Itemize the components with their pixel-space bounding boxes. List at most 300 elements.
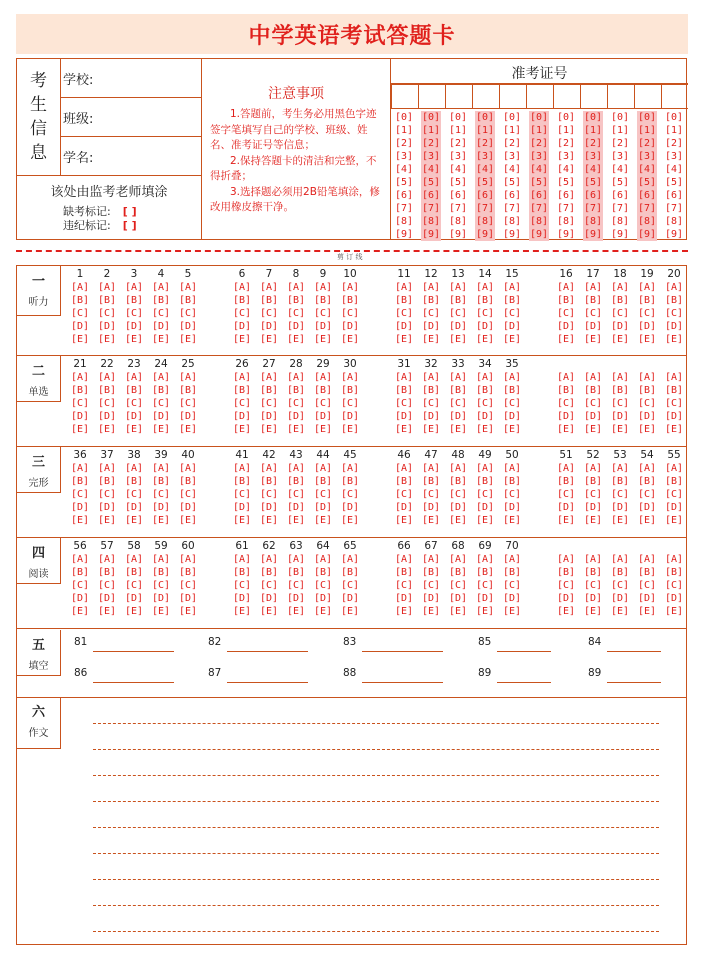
- answer-bubble[interactable]: [C]: [610, 489, 630, 500]
- answer-bubble[interactable]: [C]: [286, 308, 306, 319]
- answer-bubble[interactable]: [A]: [70, 282, 90, 293]
- answer-bubble[interactable]: [A]: [286, 554, 306, 565]
- answer-bubble[interactable]: [C]: [394, 308, 414, 319]
- answer-bubble[interactable]: [D]: [286, 321, 306, 332]
- exam-id-digit-box[interactable]: [607, 84, 634, 109]
- answer-bubble[interactable]: [E]: [448, 334, 468, 345]
- answer-bubble[interactable]: [C]: [232, 398, 252, 409]
- answer-bubble[interactable]: [D]: [232, 502, 252, 513]
- digit-bubble[interactable]: [7]: [583, 203, 603, 214]
- answer-bubble[interactable]: [C]: [178, 580, 198, 591]
- answer-bubble[interactable]: [B]: [340, 385, 360, 396]
- answer-bubble[interactable]: [E]: [151, 334, 171, 345]
- answer-bubble[interactable]: [D]: [502, 502, 522, 513]
- name-field[interactable]: 学名:: [63, 151, 94, 166]
- digit-bubble[interactable]: [5]: [529, 177, 549, 188]
- digit-bubble[interactable]: [5]: [421, 177, 441, 188]
- answer-bubble[interactable]: [D]: [70, 593, 90, 604]
- digit-bubble[interactable]: [8]: [394, 216, 414, 227]
- answer-bubble[interactable]: [B]: [637, 385, 657, 396]
- digit-bubble[interactable]: [0]: [610, 112, 630, 123]
- answer-bubble[interactable]: [E]: [124, 334, 144, 345]
- answer-bubble[interactable]: [C]: [97, 398, 117, 409]
- answer-bubble[interactable]: [A]: [259, 372, 279, 383]
- digit-bubble[interactable]: [3]: [556, 151, 576, 162]
- answer-bubble[interactable]: [D]: [475, 321, 495, 332]
- digit-bubble[interactable]: [9]: [394, 229, 414, 240]
- answer-bubble[interactable]: [C]: [421, 398, 441, 409]
- exam-id-digit-box[interactable]: [526, 84, 553, 109]
- answer-bubble[interactable]: [A]: [610, 463, 630, 474]
- answer-bubble[interactable]: [D]: [502, 321, 522, 332]
- digit-bubble[interactable]: [0]: [637, 112, 657, 123]
- essay-writing-line[interactable]: [93, 827, 659, 828]
- digit-bubble[interactable]: [9]: [583, 229, 603, 240]
- answer-bubble[interactable]: [D]: [178, 411, 198, 422]
- digit-bubble[interactable]: [4]: [610, 164, 630, 175]
- answer-bubble[interactable]: [C]: [448, 308, 468, 319]
- answer-bubble[interactable]: [E]: [286, 334, 306, 345]
- answer-bubble[interactable]: [A]: [394, 554, 414, 565]
- answer-bubble[interactable]: [B]: [556, 385, 576, 396]
- answer-bubble[interactable]: [C]: [124, 398, 144, 409]
- answer-bubble[interactable]: [D]: [448, 321, 468, 332]
- exam-id-digit-box[interactable]: [661, 84, 688, 109]
- answer-bubble[interactable]: [D]: [610, 411, 630, 422]
- answer-bubble[interactable]: [A]: [340, 282, 360, 293]
- exam-id-digit-box[interactable]: [634, 84, 661, 109]
- answer-bubble[interactable]: [B]: [97, 567, 117, 578]
- answer-bubble[interactable]: [D]: [151, 502, 171, 513]
- answer-bubble[interactable]: [D]: [259, 593, 279, 604]
- answer-bubble[interactable]: [A]: [313, 282, 333, 293]
- answer-bubble[interactable]: [E]: [583, 424, 603, 435]
- answer-bubble[interactable]: [B]: [664, 295, 684, 306]
- answer-bubble[interactable]: [B]: [448, 295, 468, 306]
- answer-bubble[interactable]: [C]: [97, 489, 117, 500]
- answer-bubble[interactable]: [E]: [610, 515, 630, 526]
- answer-bubble[interactable]: [B]: [259, 567, 279, 578]
- answer-bubble[interactable]: [D]: [664, 593, 684, 604]
- answer-bubble[interactable]: [A]: [664, 463, 684, 474]
- answer-bubble[interactable]: [D]: [556, 502, 576, 513]
- answer-bubble[interactable]: [C]: [475, 398, 495, 409]
- answer-bubble[interactable]: [A]: [259, 463, 279, 474]
- digit-bubble[interactable]: [2]: [502, 138, 522, 149]
- answer-bubble[interactable]: [D]: [340, 411, 360, 422]
- digit-bubble[interactable]: [4]: [664, 164, 684, 175]
- digit-bubble[interactable]: [3]: [502, 151, 522, 162]
- answer-bubble[interactable]: [A]: [259, 554, 279, 565]
- digit-bubble[interactable]: [9]: [610, 229, 630, 240]
- fill-blank[interactable]: [93, 682, 174, 683]
- answer-bubble[interactable]: [A]: [421, 554, 441, 565]
- digit-bubble[interactable]: [7]: [529, 203, 549, 214]
- answer-bubble[interactable]: [C]: [232, 308, 252, 319]
- digit-bubble[interactable]: [1]: [664, 125, 684, 136]
- answer-bubble[interactable]: [E]: [97, 606, 117, 617]
- answer-bubble[interactable]: [C]: [259, 580, 279, 591]
- answer-bubble[interactable]: [D]: [340, 502, 360, 513]
- answer-bubble[interactable]: [C]: [556, 489, 576, 500]
- essay-writing-line[interactable]: [93, 775, 659, 776]
- digit-bubble[interactable]: [4]: [556, 164, 576, 175]
- answer-bubble[interactable]: [D]: [664, 411, 684, 422]
- digit-bubble[interactable]: [9]: [448, 229, 468, 240]
- answer-bubble[interactable]: [E]: [259, 515, 279, 526]
- digit-bubble[interactable]: [4]: [583, 164, 603, 175]
- answer-bubble[interactable]: [D]: [97, 593, 117, 604]
- answer-bubble[interactable]: [E]: [151, 606, 171, 617]
- answer-bubble[interactable]: [A]: [502, 463, 522, 474]
- answer-bubble[interactable]: [D]: [664, 321, 684, 332]
- answer-bubble[interactable]: [D]: [583, 593, 603, 604]
- answer-bubble[interactable]: [C]: [178, 308, 198, 319]
- answer-bubble[interactable]: [B]: [151, 567, 171, 578]
- fill-blank[interactable]: [362, 651, 443, 652]
- answer-bubble[interactable]: [C]: [475, 580, 495, 591]
- answer-bubble[interactable]: [E]: [556, 606, 576, 617]
- answer-bubble[interactable]: [C]: [583, 308, 603, 319]
- answer-bubble[interactable]: [A]: [664, 554, 684, 565]
- answer-bubble[interactable]: [B]: [124, 385, 144, 396]
- answer-bubble[interactable]: [D]: [97, 411, 117, 422]
- answer-bubble[interactable]: [D]: [259, 502, 279, 513]
- answer-bubble[interactable]: [E]: [475, 606, 495, 617]
- answer-bubble[interactable]: [D]: [475, 502, 495, 513]
- digit-bubble[interactable]: [1]: [394, 125, 414, 136]
- answer-bubble[interactable]: [B]: [232, 295, 252, 306]
- digit-bubble[interactable]: [8]: [556, 216, 576, 227]
- answer-bubble[interactable]: [B]: [502, 567, 522, 578]
- essay-writing-line[interactable]: [93, 853, 659, 854]
- digit-bubble[interactable]: [0]: [583, 112, 603, 123]
- answer-bubble[interactable]: [A]: [232, 463, 252, 474]
- answer-bubble[interactable]: [D]: [313, 502, 333, 513]
- answer-bubble[interactable]: [E]: [286, 424, 306, 435]
- answer-bubble[interactable]: [B]: [475, 385, 495, 396]
- answer-bubble[interactable]: [D]: [421, 321, 441, 332]
- digit-bubble[interactable]: [8]: [664, 216, 684, 227]
- digit-bubble[interactable]: [3]: [394, 151, 414, 162]
- answer-bubble[interactable]: [C]: [583, 398, 603, 409]
- digit-bubble[interactable]: [6]: [448, 190, 468, 201]
- answer-bubble[interactable]: [A]: [286, 372, 306, 383]
- answer-bubble[interactable]: [E]: [340, 515, 360, 526]
- answer-bubble[interactable]: [B]: [313, 385, 333, 396]
- answer-bubble[interactable]: [B]: [664, 476, 684, 487]
- digit-bubble[interactable]: [3]: [664, 151, 684, 162]
- answer-bubble[interactable]: [E]: [124, 424, 144, 435]
- answer-bubble[interactable]: [B]: [448, 567, 468, 578]
- digit-bubble[interactable]: [1]: [502, 125, 522, 136]
- answer-bubble[interactable]: [C]: [340, 398, 360, 409]
- answer-bubble[interactable]: [E]: [394, 515, 414, 526]
- answer-bubble[interactable]: [A]: [637, 282, 657, 293]
- answer-bubble[interactable]: [A]: [421, 463, 441, 474]
- answer-bubble[interactable]: [E]: [178, 334, 198, 345]
- digit-bubble[interactable]: [2]: [421, 138, 441, 149]
- answer-bubble[interactable]: [D]: [286, 411, 306, 422]
- digit-bubble[interactable]: [5]: [556, 177, 576, 188]
- digit-bubble[interactable]: [7]: [610, 203, 630, 214]
- answer-bubble[interactable]: [D]: [232, 593, 252, 604]
- answer-bubble[interactable]: [D]: [421, 502, 441, 513]
- answer-bubble[interactable]: [B]: [394, 567, 414, 578]
- answer-bubble[interactable]: [C]: [394, 398, 414, 409]
- fill-blank[interactable]: [497, 651, 551, 652]
- answer-bubble[interactable]: [B]: [178, 295, 198, 306]
- digit-bubble[interactable]: [5]: [664, 177, 684, 188]
- answer-bubble[interactable]: [B]: [232, 385, 252, 396]
- answer-bubble[interactable]: [E]: [286, 606, 306, 617]
- answer-bubble[interactable]: [E]: [421, 515, 441, 526]
- answer-bubble[interactable]: [B]: [610, 567, 630, 578]
- answer-bubble[interactable]: [C]: [502, 398, 522, 409]
- answer-bubble[interactable]: [E]: [286, 515, 306, 526]
- answer-bubble[interactable]: [C]: [124, 489, 144, 500]
- answer-bubble[interactable]: [B]: [475, 567, 495, 578]
- answer-bubble[interactable]: [B]: [421, 567, 441, 578]
- answer-bubble[interactable]: [A]: [475, 282, 495, 293]
- answer-bubble[interactable]: [A]: [394, 282, 414, 293]
- answer-bubble[interactable]: [D]: [637, 593, 657, 604]
- answer-bubble[interactable]: [A]: [637, 554, 657, 565]
- digit-bubble[interactable]: [2]: [529, 138, 549, 149]
- answer-bubble[interactable]: [A]: [340, 463, 360, 474]
- answer-bubble[interactable]: [A]: [448, 463, 468, 474]
- digit-bubble[interactable]: [0]: [421, 112, 441, 123]
- answer-bubble[interactable]: [E]: [556, 424, 576, 435]
- answer-bubble[interactable]: [A]: [583, 463, 603, 474]
- answer-bubble[interactable]: [B]: [151, 295, 171, 306]
- answer-bubble[interactable]: [D]: [313, 321, 333, 332]
- answer-bubble[interactable]: [A]: [664, 282, 684, 293]
- answer-bubble[interactable]: [B]: [637, 567, 657, 578]
- digit-bubble[interactable]: [3]: [475, 151, 495, 162]
- digit-bubble[interactable]: [4]: [394, 164, 414, 175]
- answer-bubble[interactable]: [C]: [610, 580, 630, 591]
- answer-bubble[interactable]: [A]: [232, 282, 252, 293]
- answer-bubble[interactable]: [B]: [286, 295, 306, 306]
- answer-bubble[interactable]: [B]: [124, 476, 144, 487]
- answer-bubble[interactable]: [E]: [556, 515, 576, 526]
- answer-bubble[interactable]: [E]: [475, 515, 495, 526]
- digit-bubble[interactable]: [4]: [529, 164, 549, 175]
- answer-bubble[interactable]: [C]: [664, 308, 684, 319]
- answer-bubble[interactable]: [B]: [502, 295, 522, 306]
- answer-bubble[interactable]: [A]: [97, 282, 117, 293]
- digit-bubble[interactable]: [5]: [475, 177, 495, 188]
- answer-bubble[interactable]: [D]: [556, 411, 576, 422]
- answer-bubble[interactable]: [B]: [475, 295, 495, 306]
- answer-bubble[interactable]: [D]: [664, 502, 684, 513]
- exam-id-digit-box[interactable]: [580, 84, 607, 109]
- answer-bubble[interactable]: [C]: [151, 398, 171, 409]
- answer-bubble[interactable]: [D]: [556, 321, 576, 332]
- answer-bubble[interactable]: [C]: [151, 308, 171, 319]
- answer-bubble[interactable]: [B]: [151, 385, 171, 396]
- digit-bubble[interactable]: [9]: [556, 229, 576, 240]
- answer-bubble[interactable]: [B]: [70, 567, 90, 578]
- answer-bubble[interactable]: [E]: [313, 515, 333, 526]
- answer-bubble[interactable]: [C]: [610, 308, 630, 319]
- answer-bubble[interactable]: [C]: [340, 489, 360, 500]
- answer-bubble[interactable]: [E]: [178, 424, 198, 435]
- answer-bubble[interactable]: [B]: [313, 567, 333, 578]
- digit-bubble[interactable]: [7]: [502, 203, 522, 214]
- answer-bubble[interactable]: [C]: [124, 308, 144, 319]
- answer-bubble[interactable]: [A]: [583, 372, 603, 383]
- answer-bubble[interactable]: [E]: [502, 334, 522, 345]
- digit-bubble[interactable]: [3]: [529, 151, 549, 162]
- answer-bubble[interactable]: [A]: [70, 463, 90, 474]
- answer-bubble[interactable]: [D]: [151, 321, 171, 332]
- answer-bubble[interactable]: [C]: [124, 580, 144, 591]
- answer-bubble[interactable]: [B]: [124, 567, 144, 578]
- answer-bubble[interactable]: [A]: [556, 282, 576, 293]
- answer-bubble[interactable]: [E]: [97, 515, 117, 526]
- digit-bubble[interactable]: [1]: [556, 125, 576, 136]
- answer-bubble[interactable]: [B]: [178, 476, 198, 487]
- answer-bubble[interactable]: [A]: [97, 554, 117, 565]
- answer-bubble[interactable]: [E]: [583, 334, 603, 345]
- answer-bubble[interactable]: [A]: [313, 554, 333, 565]
- answer-bubble[interactable]: [A]: [610, 372, 630, 383]
- answer-bubble[interactable]: [E]: [637, 606, 657, 617]
- answer-bubble[interactable]: [D]: [151, 593, 171, 604]
- digit-bubble[interactable]: [1]: [475, 125, 495, 136]
- answer-bubble[interactable]: [A]: [475, 554, 495, 565]
- answer-bubble[interactable]: [E]: [178, 606, 198, 617]
- answer-bubble[interactable]: [B]: [556, 295, 576, 306]
- digit-bubble[interactable]: [6]: [637, 190, 657, 201]
- answer-bubble[interactable]: [E]: [664, 606, 684, 617]
- answer-bubble[interactable]: [C]: [259, 489, 279, 500]
- answer-bubble[interactable]: [A]: [178, 463, 198, 474]
- digit-bubble[interactable]: [7]: [421, 203, 441, 214]
- answer-bubble[interactable]: [A]: [475, 463, 495, 474]
- answer-bubble[interactable]: [E]: [394, 606, 414, 617]
- answer-bubble[interactable]: [C]: [448, 489, 468, 500]
- answer-bubble[interactable]: [B]: [610, 476, 630, 487]
- answer-bubble[interactable]: [B]: [556, 567, 576, 578]
- answer-bubble[interactable]: [C]: [664, 489, 684, 500]
- answer-bubble[interactable]: [B]: [448, 476, 468, 487]
- digit-bubble[interactable]: [8]: [637, 216, 657, 227]
- answer-bubble[interactable]: [E]: [151, 424, 171, 435]
- absent-mark-box[interactable]: [ ]: [122, 205, 137, 218]
- answer-bubble[interactable]: [C]: [232, 489, 252, 500]
- answer-bubble[interactable]: [A]: [556, 463, 576, 474]
- answer-bubble[interactable]: [D]: [448, 411, 468, 422]
- answer-bubble[interactable]: [E]: [610, 424, 630, 435]
- answer-bubble[interactable]: [C]: [421, 308, 441, 319]
- answer-bubble[interactable]: [B]: [259, 295, 279, 306]
- answer-bubble[interactable]: [B]: [151, 476, 171, 487]
- essay-writing-line[interactable]: [93, 801, 659, 802]
- answer-bubble[interactable]: [E]: [232, 334, 252, 345]
- answer-bubble[interactable]: [E]: [70, 424, 90, 435]
- answer-bubble[interactable]: [D]: [151, 411, 171, 422]
- digit-bubble[interactable]: [0]: [475, 112, 495, 123]
- answer-bubble[interactable]: [D]: [97, 321, 117, 332]
- answer-bubble[interactable]: [D]: [610, 321, 630, 332]
- digit-bubble[interactable]: [3]: [421, 151, 441, 162]
- answer-bubble[interactable]: [D]: [637, 321, 657, 332]
- answer-bubble[interactable]: [B]: [394, 295, 414, 306]
- answer-bubble[interactable]: [B]: [178, 385, 198, 396]
- answer-bubble[interactable]: [D]: [286, 593, 306, 604]
- fill-blank[interactable]: [93, 651, 174, 652]
- answer-bubble[interactable]: [A]: [610, 282, 630, 293]
- answer-bubble[interactable]: [C]: [448, 398, 468, 409]
- digit-bubble[interactable]: [7]: [637, 203, 657, 214]
- digit-bubble[interactable]: [0]: [529, 112, 549, 123]
- answer-bubble[interactable]: [B]: [475, 476, 495, 487]
- answer-bubble[interactable]: [D]: [124, 593, 144, 604]
- answer-bubble[interactable]: [C]: [475, 308, 495, 319]
- answer-bubble[interactable]: [D]: [313, 411, 333, 422]
- answer-bubble[interactable]: [B]: [97, 295, 117, 306]
- answer-bubble[interactable]: [D]: [502, 411, 522, 422]
- answer-bubble[interactable]: [A]: [610, 554, 630, 565]
- answer-bubble[interactable]: [E]: [313, 606, 333, 617]
- answer-bubble[interactable]: [A]: [124, 372, 144, 383]
- answer-bubble[interactable]: [B]: [232, 567, 252, 578]
- digit-bubble[interactable]: [0]: [664, 112, 684, 123]
- answer-bubble[interactable]: [E]: [232, 606, 252, 617]
- answer-bubble[interactable]: [B]: [637, 295, 657, 306]
- answer-bubble[interactable]: [C]: [151, 489, 171, 500]
- digit-bubble[interactable]: [0]: [394, 112, 414, 123]
- answer-bubble[interactable]: [B]: [583, 385, 603, 396]
- digit-bubble[interactable]: [8]: [529, 216, 549, 227]
- answer-bubble[interactable]: [D]: [583, 502, 603, 513]
- answer-bubble[interactable]: [E]: [259, 424, 279, 435]
- answer-bubble[interactable]: [C]: [97, 580, 117, 591]
- essay-writing-line[interactable]: [93, 723, 659, 724]
- answer-bubble[interactable]: [E]: [340, 334, 360, 345]
- answer-bubble[interactable]: [C]: [97, 308, 117, 319]
- answer-bubble[interactable]: [B]: [394, 385, 414, 396]
- violation-mark-box[interactable]: [ ]: [122, 219, 137, 232]
- digit-bubble[interactable]: [9]: [637, 229, 657, 240]
- answer-bubble[interactable]: [A]: [178, 372, 198, 383]
- answer-bubble[interactable]: [C]: [664, 580, 684, 591]
- answer-bubble[interactable]: [D]: [583, 321, 603, 332]
- exam-id-digit-box[interactable]: [445, 84, 472, 109]
- answer-bubble[interactable]: [D]: [448, 593, 468, 604]
- answer-bubble[interactable]: [B]: [583, 567, 603, 578]
- answer-bubble[interactable]: [C]: [313, 489, 333, 500]
- answer-bubble[interactable]: [B]: [124, 295, 144, 306]
- answer-bubble[interactable]: [E]: [70, 606, 90, 617]
- essay-writing-line[interactable]: [93, 905, 659, 906]
- school-field[interactable]: 学校:: [63, 73, 94, 88]
- answer-bubble[interactable]: [C]: [70, 398, 90, 409]
- digit-bubble[interactable]: [2]: [637, 138, 657, 149]
- answer-bubble[interactable]: [A]: [97, 372, 117, 383]
- answer-bubble[interactable]: [C]: [286, 489, 306, 500]
- answer-bubble[interactable]: [C]: [583, 489, 603, 500]
- answer-bubble[interactable]: [C]: [637, 580, 657, 591]
- answer-bubble[interactable]: [B]: [286, 567, 306, 578]
- digit-bubble[interactable]: [6]: [664, 190, 684, 201]
- answer-bubble[interactable]: [D]: [394, 321, 414, 332]
- answer-bubble[interactable]: [A]: [178, 554, 198, 565]
- answer-bubble[interactable]: [E]: [475, 424, 495, 435]
